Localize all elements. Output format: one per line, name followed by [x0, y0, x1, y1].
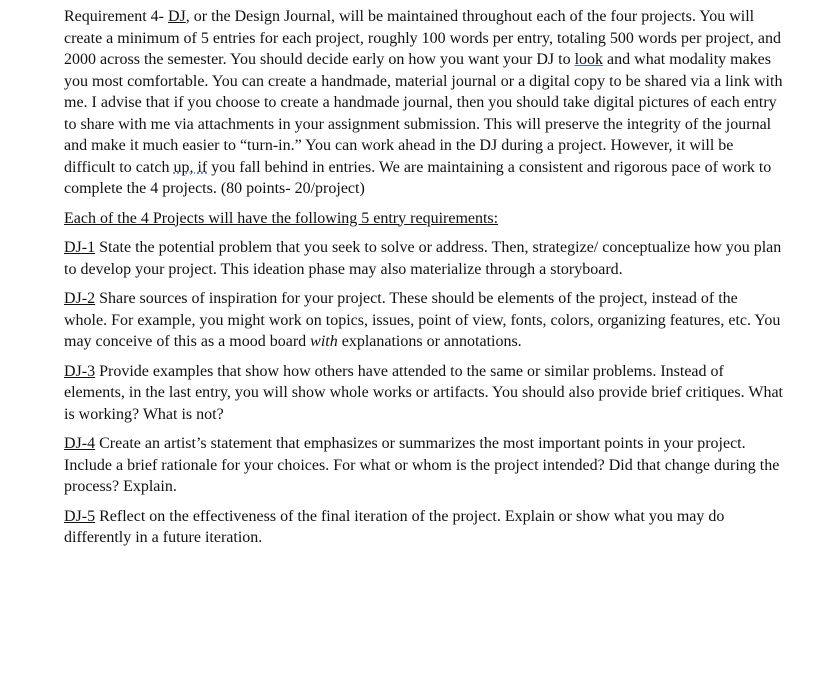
entry-text: State the potential problem that you seek to solve or address. Then, strategize/ conceptualize how you plan to develop your project. This ideation phase may also materialize through a storyboard.: [64, 239, 782, 278]
intro-text-1: , or the Design Journal, will be maintained throughout each of the four projects. You will create a minimum of 5 entries for each project, roughly 100 words per entry, totaling 500 words per project, and 2000 across the semester. You should decide early on how you want your DJ to: [64, 8, 781, 68]
entry-dj-4: [64, 433, 784, 498]
entry-label: DJ-5: [64, 507, 96, 525]
entry-dj-1: [64, 237, 784, 280]
requirement-4-paragraph: [64, 6, 784, 200]
entry-dj-5: [64, 506, 784, 549]
intro-text-3: you fall behind in entries. We are maintaining a consistent and rigorous pace of work to complete the 4 projects. (80 points- 20/project): [64, 158, 772, 197]
entry-label: DJ-1: [64, 239, 96, 256]
requirements-heading: Each of the 4 Projects will have the following 5 entry requirements:: [64, 209, 499, 227]
document-page: [64, 6, 784, 555]
look-word: look: [574, 51, 604, 68]
up-if-phrase: up, if: [173, 158, 208, 176]
entry-text-tail: explanations or annotations.: [337, 333, 522, 350]
intro-prefix: Requirement 4-: [64, 8, 168, 25]
entry-label: DJ-3: [64, 362, 96, 380]
entry-text: Create an artist’s statement that emphasizes or summarizes the most important points in your project. Include a brief rationale for your choices. For what or whom is the project intended? Did that change during the process? Explain.: [64, 435, 780, 495]
dj-term: DJ: [167, 8, 186, 25]
entry-italic-word: with: [310, 333, 338, 350]
intro-text-2: and what modality makes you most comfortable. You can create a handmade, material journal or a digital copy to be shared via a link with me. I advise that if you choose to create a handmade journal, then you should take digital pictures of each entry to share with me via attachments in your assignment submission. This will preserve the integrity of the journal and make it much easier to “turn-in.” You can work ahead in the DJ during a project. However, it will be difficult to catch: [64, 51, 783, 176]
entry-dj-2: [64, 288, 784, 353]
entry-text: Share sources of inspiration for your project. These should be elements of the project, instead of the whole. For example, you might work on topics, issues, point of view, fonts, colors, organizing features, etc. You may conceive of this as a mood board: [64, 290, 781, 350]
entry-label: DJ-2: [64, 290, 96, 307]
entry-text: Reflect on the effectiveness of the final iteration of the project. Explain or show what you may do differently in a future iteration.: [64, 507, 725, 546]
entry-label: DJ-4: [64, 435, 96, 452]
entry-text: Provide examples that show how others have attended to the same or similar problems. Instead of elements, in the last entry, you will show whole works or artifacts. You should also provide brief critiques. What is working? What is not?: [64, 362, 783, 423]
requirements-heading-paragraph: [64, 208, 784, 230]
entry-dj-3: [64, 361, 784, 426]
